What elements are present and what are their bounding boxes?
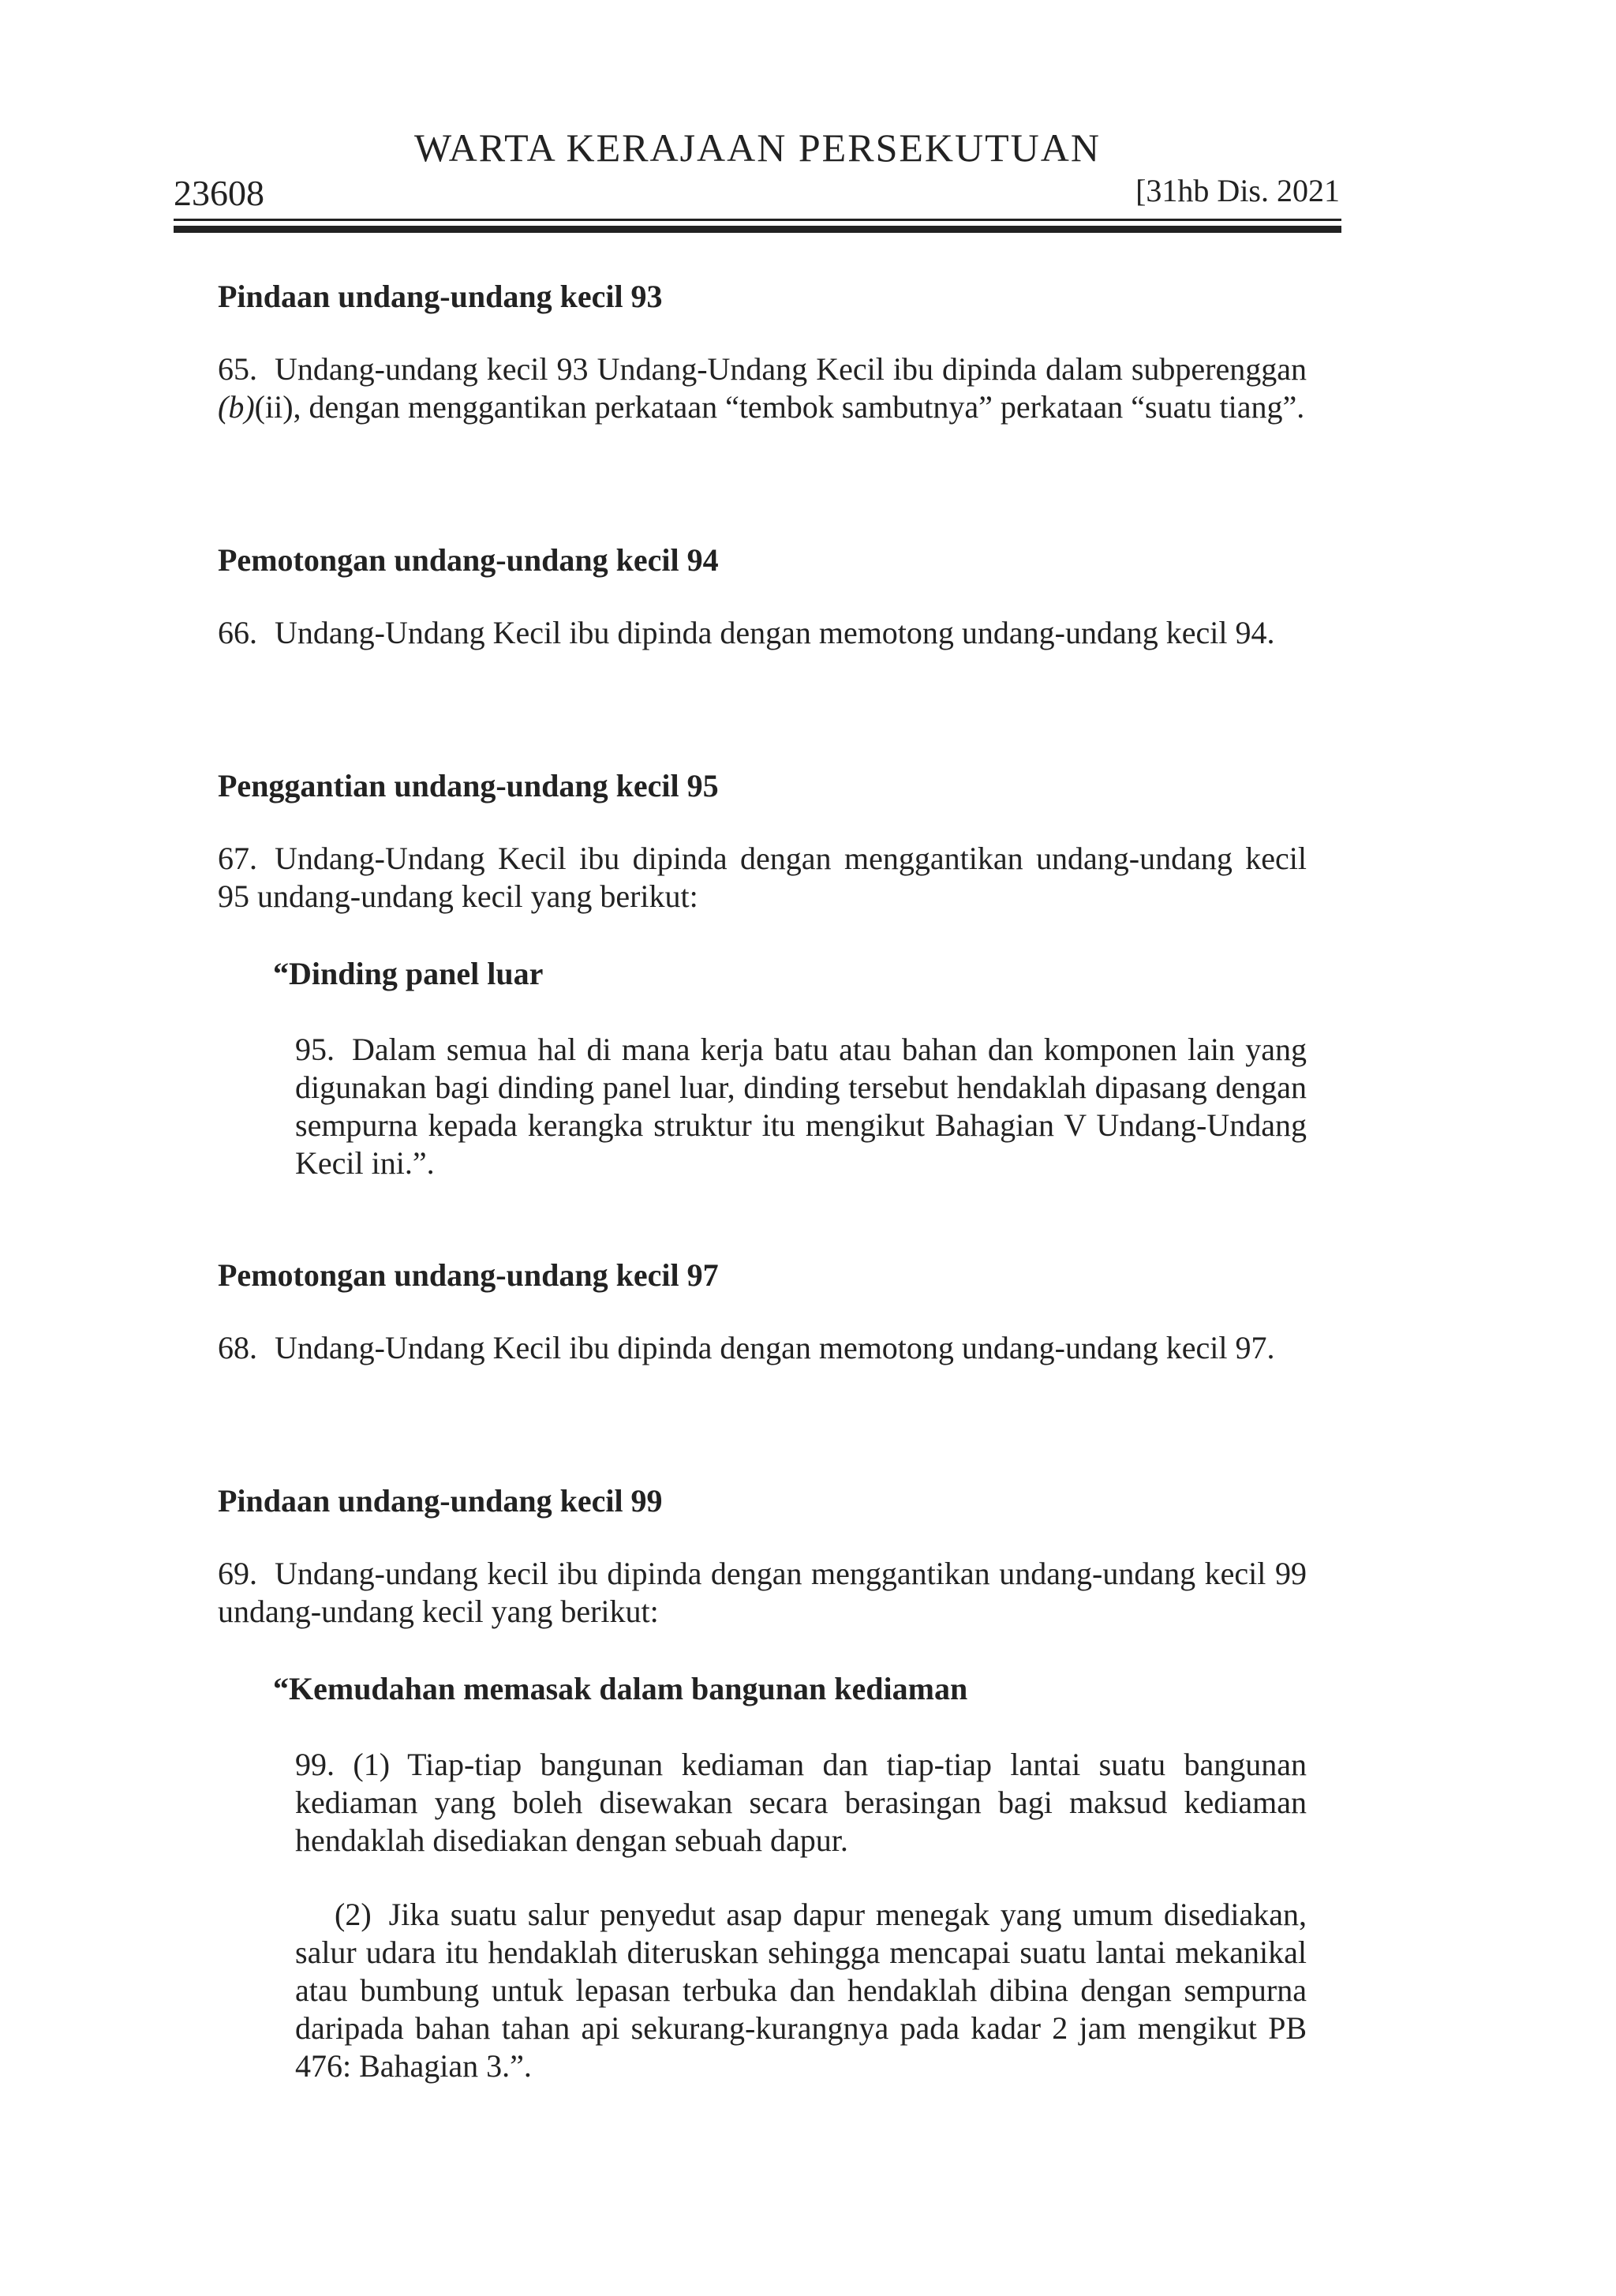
quoted-heading: “Kemudahan memasak dalam bangunan kediaman	[273, 1671, 968, 1706]
section-paragraph	[218, 1555, 1307, 1631]
section-heading: Pemotongan undang-undang kecil 94	[218, 542, 719, 578]
gazette-title: WARTA KERAJAAN PERSEKUTUAN	[413, 125, 1102, 170]
paragraph-number: 68.	[218, 1330, 257, 1365]
paragraph-text: Undang-Undang Kecil ibu dipinda dengan memotong undang-undang kecil 97.	[275, 1330, 1275, 1365]
section-paragraph	[218, 840, 1307, 916]
section-heading: Pemotongan undang-undang kecil 97	[218, 1257, 719, 1293]
header-rule-thick	[174, 226, 1341, 233]
paragraph-number: (2)	[335, 1897, 372, 1932]
paragraph-number: 67.	[218, 841, 257, 876]
paragraph-number: 95.	[295, 1032, 335, 1067]
section-paragraph	[218, 350, 1307, 426]
paragraph-text: Undang-undang kecil ibu dipinda dengan menggantikan undang-undang kecil 99 undang-undang kecil yang berikut:	[218, 1556, 1307, 1629]
paragraph-text: Undang-undang kecil 93 Undang-Undang Kecil ibu dipinda dalam subperenggan	[275, 351, 1307, 387]
paragraph-text: (ii), dengan menggantikan perkataan “tembok sambutnya” perkataan “suatu tiang”.	[254, 389, 1305, 425]
paragraph-text: Undang-Undang Kecil ibu dipinda dengan memotong undang-undang kecil 94.	[275, 615, 1275, 650]
quoted-paragraph	[295, 1746, 1307, 1860]
paragraph-number: 69.	[218, 1556, 257, 1591]
paragraph-text: Dalam semua hal di mana kerja batu atau bahan dan komponen lain yang digunakan bagi dinding panel luar, dinding tersebut hendaklah dipasang dengan sempurna kepada kerangka struktur itu mengikut Bahagian V Undang-Undang Kecil ini.”.	[295, 1032, 1307, 1181]
paragraph-number: 65.	[218, 351, 257, 387]
paragraph-text: Undang-Undang Kecil ibu dipinda dengan menggantikan undang-undang kecil 95 undang-undang kecil yang berikut:	[218, 841, 1307, 914]
paragraph-text: Tiap-tiap bangunan kediaman dan tiap-tiap lantai suatu bangunan kediaman yang boleh disewakan secara berasingan bagi maksud kediaman hendaklah disediakan dengan sebuah dapur.	[295, 1747, 1307, 1858]
header-rule-thin	[174, 219, 1341, 221]
section-heading: Pindaan undang-undang kecil 93	[218, 279, 663, 314]
page-number: 23608	[174, 173, 264, 213]
section-paragraph	[218, 1329, 1307, 1367]
paragraph-text: Jika suatu salur penyedut asap dapur menegak yang umum disediakan, salur udara itu hendaklah diteruskan sehingga mencapai suatu lantai mekanikal atau bumbung untuk lepasan terbuka dan hendaklah dibina dengan sempurna daripada bahan tahan api sekurang-kurangnya pada kadar 2 jam mengikut PB 476: Bahagian 3.”.	[295, 1897, 1307, 2084]
issue-date: [31hb Dis. 2021	[1135, 173, 1340, 208]
section-heading: Penggantian undang-undang kecil 95	[218, 768, 719, 803]
paragraph-number: 99. (1)	[295, 1747, 391, 1782]
paragraph-italic: (b)	[218, 389, 255, 425]
section-heading: Pindaan undang-undang kecil 99	[218, 1483, 663, 1519]
section-paragraph	[218, 614, 1307, 652]
quoted-paragraph	[295, 1031, 1307, 1182]
paragraph-number: 66.	[218, 615, 257, 650]
quoted-heading: “Dinding panel luar	[273, 956, 544, 991]
quoted-subparagraph	[295, 1896, 1307, 2085]
